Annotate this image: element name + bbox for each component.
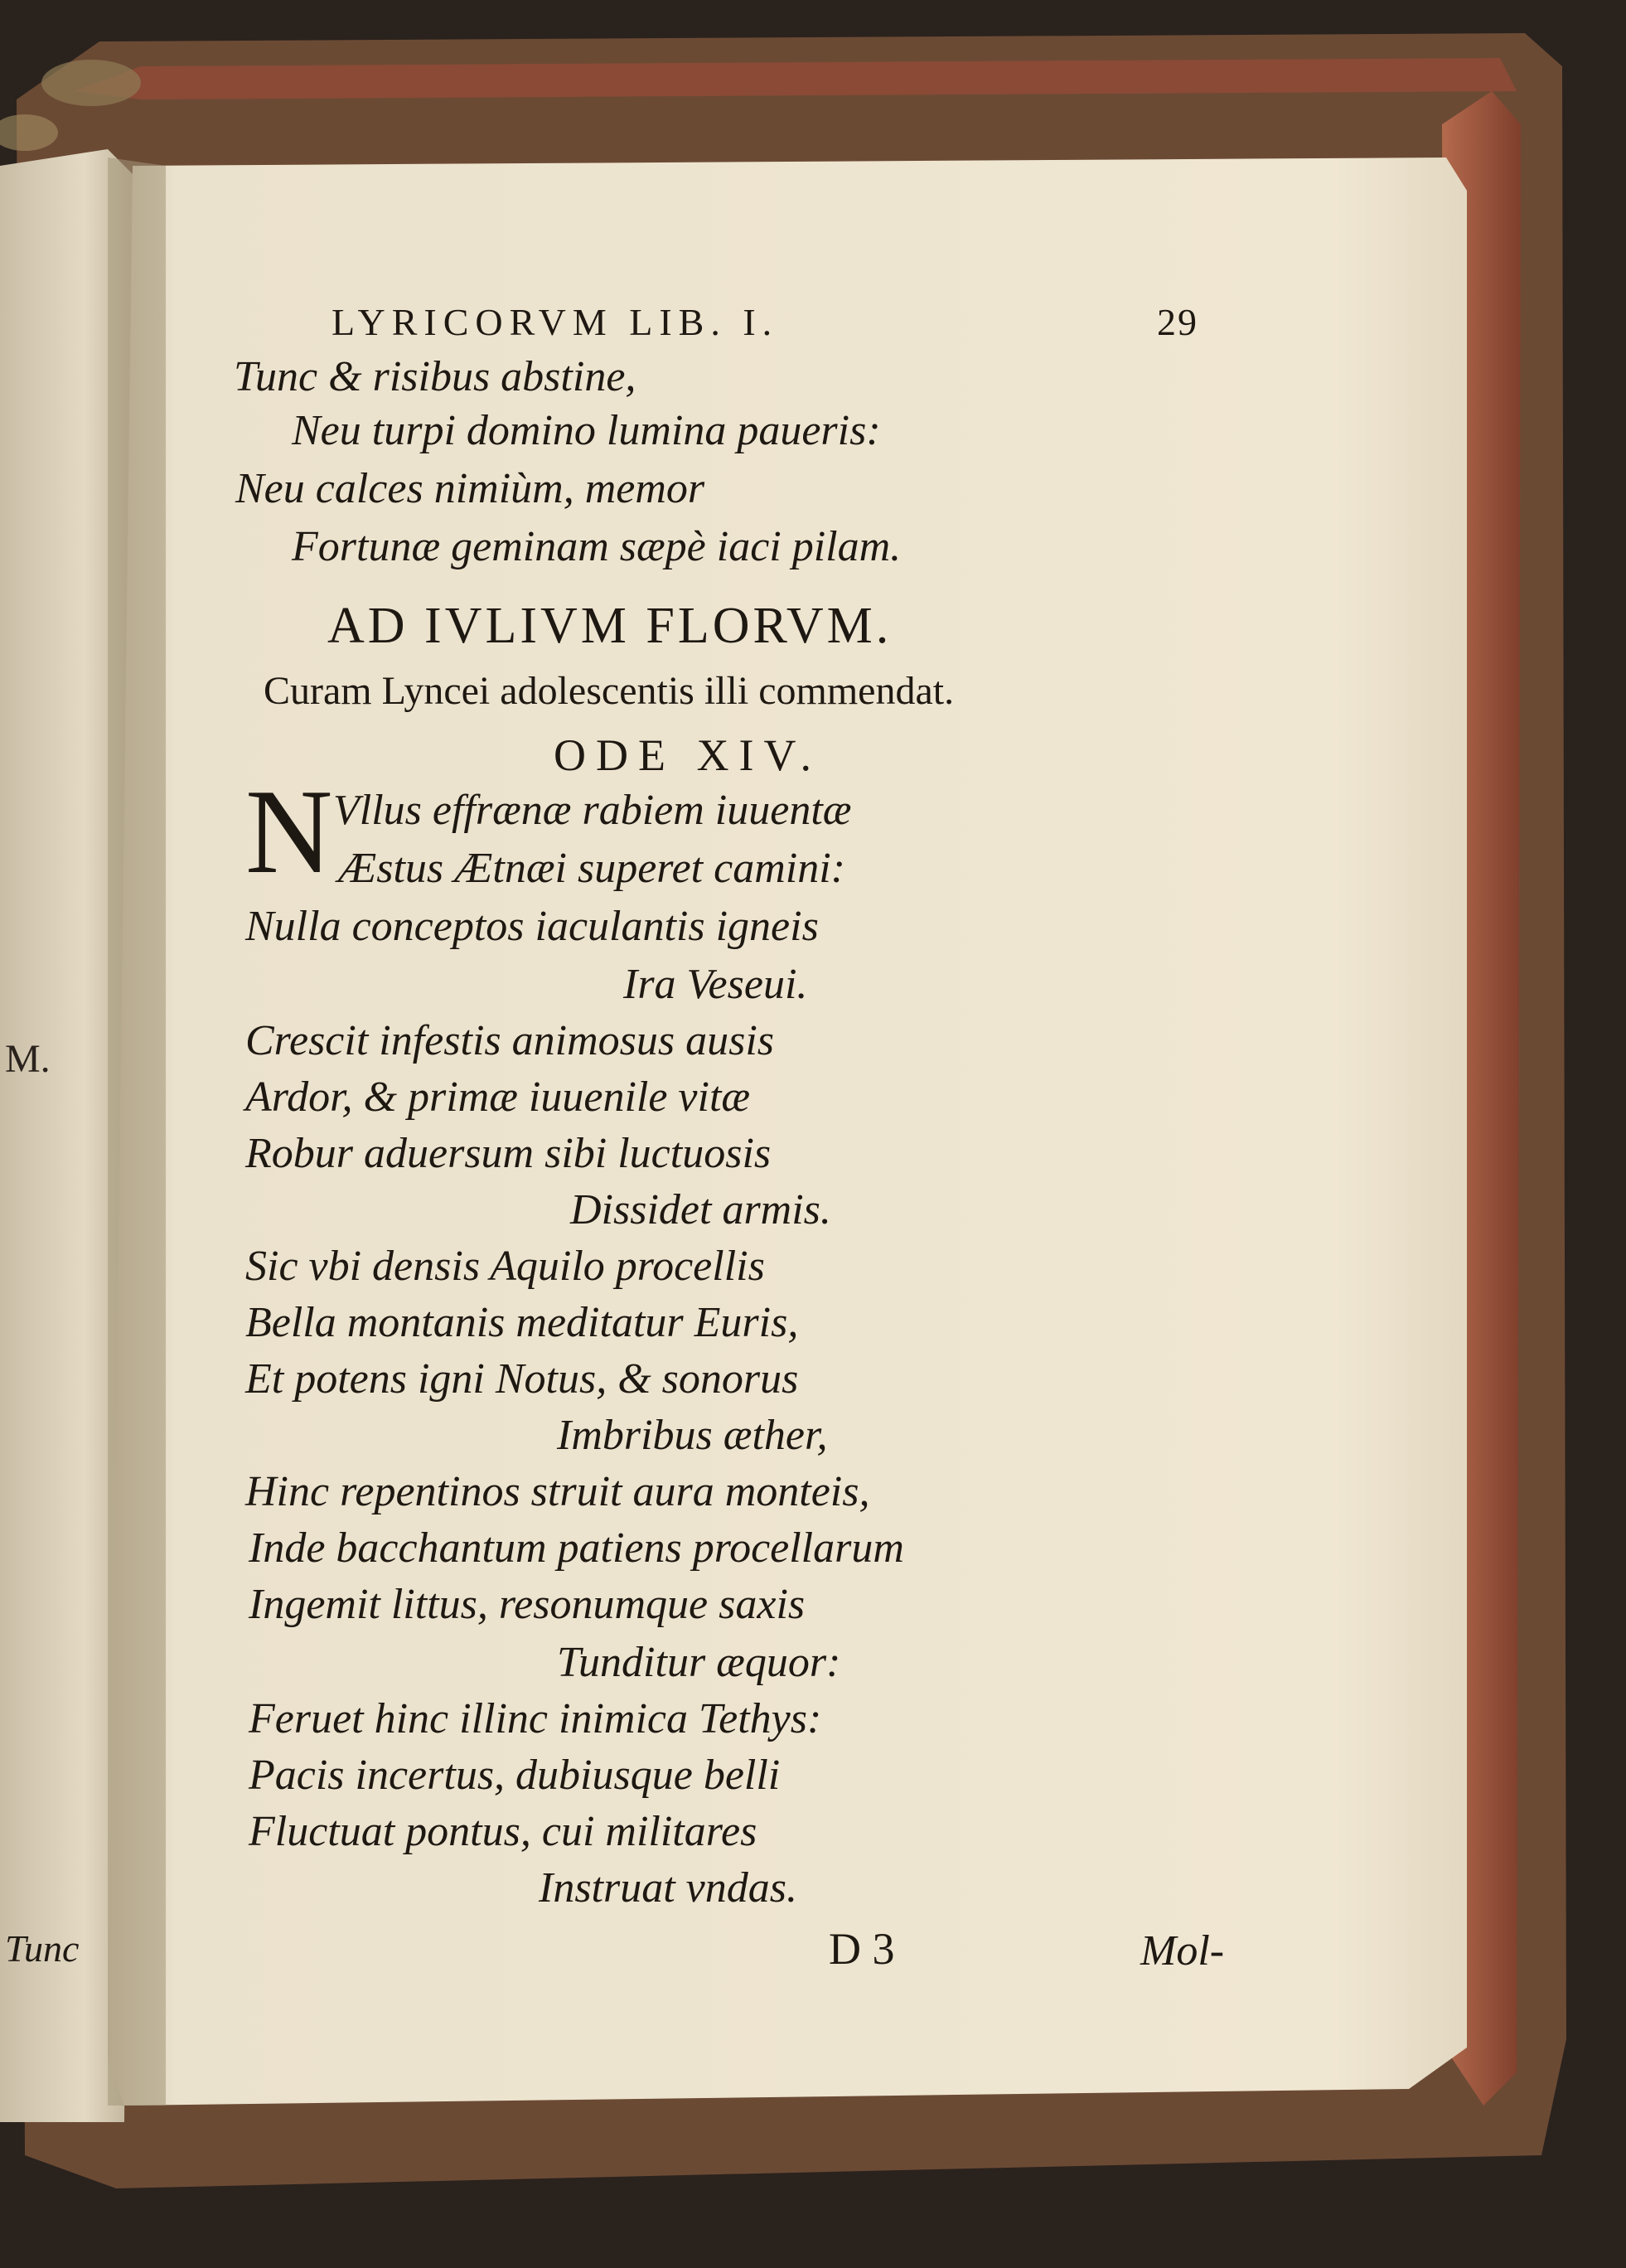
running-title: LYRICORVM LIB. I. <box>331 301 779 343</box>
left-page-letter: M. <box>5 1037 51 1081</box>
ode-line: Fluctuat pontus, cui militares <box>249 1808 757 1855</box>
ode-line: Ira Vesеui. <box>623 961 808 1008</box>
ode-line: Nulla conceptos iaculantis igneis <box>245 903 819 950</box>
signature-mark: D 3 <box>829 1924 895 1974</box>
previous-ode-line: Fortunæ geminam sæpè iaci pilam. <box>292 523 902 570</box>
previous-ode-line: Tunc & risibus abstine, <box>234 353 636 400</box>
left-page-catchword: Tunc <box>5 1927 80 1970</box>
drop-cap: N <box>245 764 333 899</box>
ode-line: Crescit infestis animosus ausis <box>245 1017 775 1064</box>
ode-line: Imbribus æther, <box>557 1412 828 1459</box>
ode-line: Robur aduersum sibi luctuosis <box>245 1130 772 1177</box>
ode-line: Bella montanis meditatur Euris, <box>245 1299 799 1346</box>
ode-line: Instruat vndas. <box>539 1864 797 1912</box>
page-number: 29 <box>1157 301 1198 343</box>
ode-line: Ingemit littus, resonumque saxis <box>249 1581 806 1628</box>
ode-line: Vllus effrænæ rabiem iuuentæ <box>333 787 852 834</box>
ode-line: Feruet hinc illinc inimica Tethys: <box>249 1695 822 1742</box>
ode-line: Tunditur æquor: <box>557 1639 841 1686</box>
ode-line: Et potens igni Notus, & sonorus <box>245 1355 799 1403</box>
ode-number: ODE XIV. <box>554 730 821 780</box>
catchword: Mol- <box>1140 1927 1225 1975</box>
ode-subtitle: Curam Lyncei adolescentis illi commendat. <box>264 669 955 713</box>
ode-line: Sic vbi densis Aquilo procellis <box>245 1243 765 1290</box>
ode-line: Inde bacchantum patiens procellarum <box>249 1524 904 1572</box>
ode-line: Ardor, & primæ iuuenile vitæ <box>245 1073 751 1121</box>
previous-ode-line: Neu calces nimiùm, memor <box>235 465 705 512</box>
ode-title: AD IVLIVM FLORVM. <box>327 598 893 654</box>
ode-line: Pacis incertus, dubiusque belli <box>249 1752 781 1799</box>
previous-ode-line: Neu turpi domino lumina paueris: <box>292 407 881 454</box>
ode-line: Dissidet armis. <box>570 1186 831 1233</box>
ode-line: Hinc repentinos struit aura monteis, <box>245 1468 870 1515</box>
ode-line: Æstus Ætnæi superet camini: <box>338 845 845 892</box>
